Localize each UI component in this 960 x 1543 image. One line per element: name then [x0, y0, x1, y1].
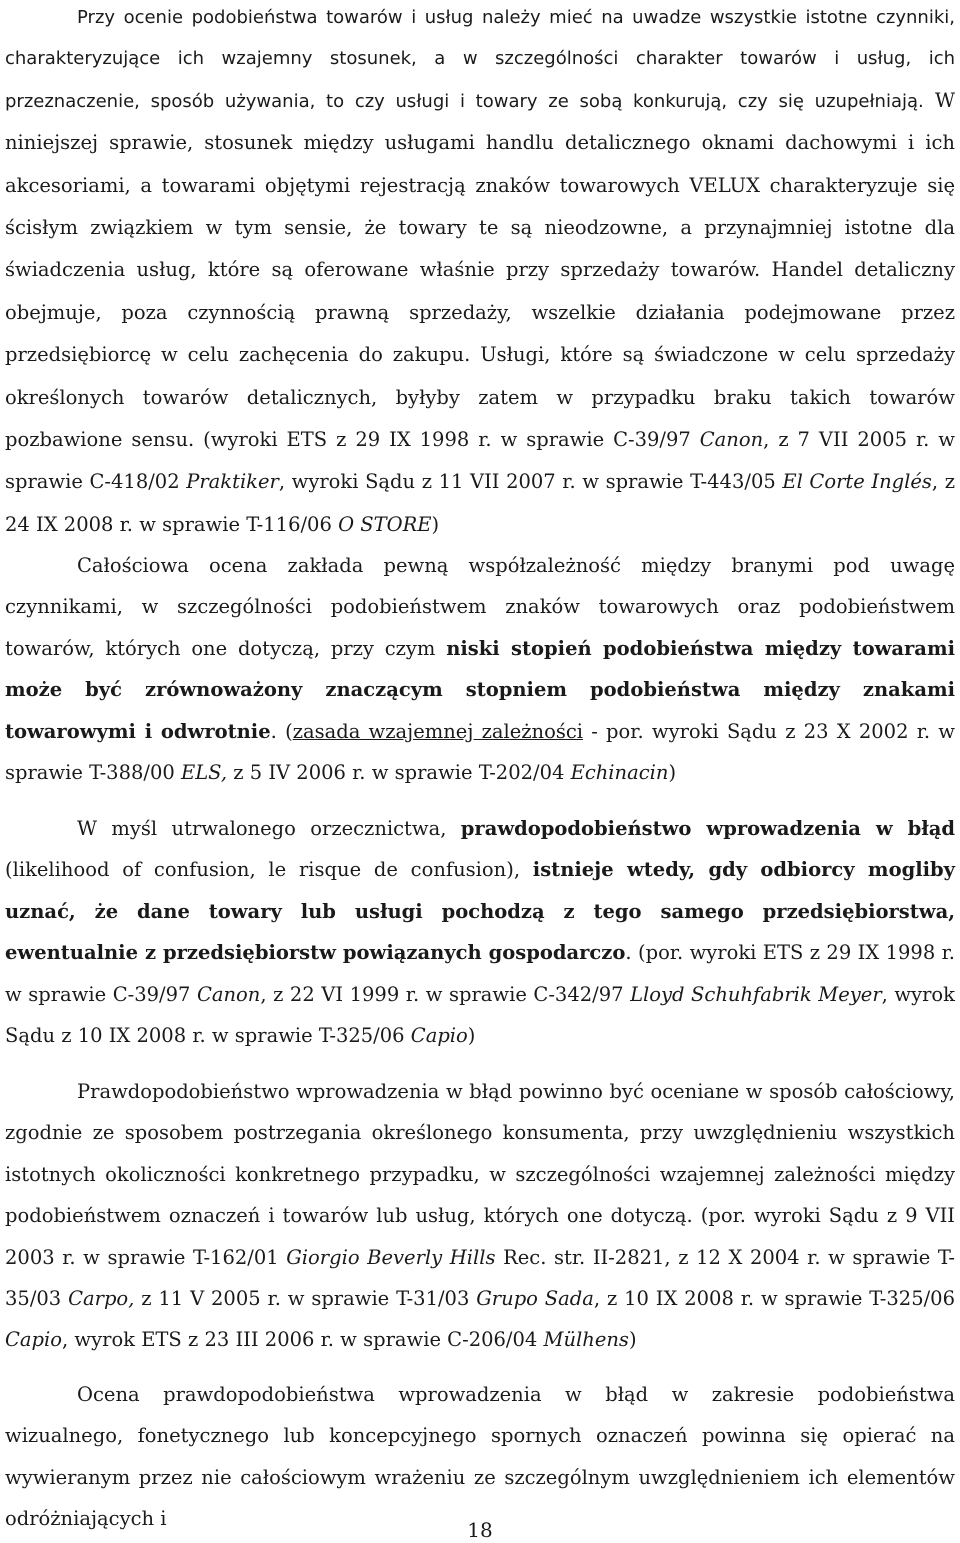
text-run: ): [668, 761, 677, 785]
text-run: Prawdopodobieństwo wprowadzenia w błąd powinno być oceniane w sposób całościowy, zgodnie ze sposobem postrzegania określonego konsumenta, przy uwzględnieniu wszystkich istotnych okoliczności konkretnego przypadku, w szczególności wzajemnej zależności między podobieństwem oznaczeń i towarów lub usług, których one dotyczą. (por. wyroki Sądu z 9 VII 2003 r. w sprawie T-162/01: [5, 1080, 955, 1269]
underlined-term: zasada wzajemnej zależności: [292, 719, 584, 743]
text-run: Ocena prawdopodobieństwa wprowadzenia w błąd w zakresie podobieństwa wizualnego, fonetycznego lub koncepcyjnego spornych oznaczeń powinna się opierać na wywieranym przez nie całościowym wrażeniu ze szczególnym uwzględnieniem ich elementów odróżniających i: [5, 1383, 955, 1531]
text-run: , z 24 IX 2008 r. w sprawie T-116/06: [5, 470, 955, 536]
case-name-italic: Carpo,: [68, 1287, 135, 1311]
case-name-italic: Praktiker: [186, 470, 279, 494]
case-name-italic: El Corte Inglés: [782, 470, 932, 494]
text-run: ): [467, 1024, 476, 1048]
paragraph-overall-assessment: [5, 545, 955, 793]
text-run: . (por. wyroki ETS z 29 IX 1998 r. w sprawie C-39/97: [5, 941, 955, 1006]
case-name-italic: Capio: [410, 1024, 468, 1048]
text-run: , wyrok ETS z 23 III 2006 r. w sprawie C-206/04: [62, 1328, 544, 1352]
text-run: Rec. str. II-2821, z 12 X 2004 r. w sprawie T-35/03: [5, 1245, 955, 1311]
case-name-italic: Grupo Sada: [476, 1287, 594, 1311]
case-name-italic: Canon: [699, 428, 764, 452]
text-run: , wyrok Sądu z 10 IX 2008 r. w sprawie T-325/06: [5, 982, 955, 1048]
text-run: - por. wyroki Sądu z 23 X 2002 r. w sprawie T-388/00: [5, 719, 956, 785]
bold-emphasis: prawdopodobieństwo wprowadzenia w błąd: [460, 817, 955, 840]
paragraph-visual-similarity: [5, 1374, 955, 1540]
text-run: . (: [270, 719, 293, 743]
text-run: z 11 V 2005 r. w sprawie T-31/03: [134, 1287, 477, 1311]
bold-emphasis: istnieje wtedy, gdy odbiorcy mogliby uznać, że dane towary lub usługi pochodzą z tego samego przedsiębiorstwa, ewentualnie z przedsiębiorstw powiązanych gospodarczo: [5, 858, 955, 965]
text-run: , z 7 VII 2005 r. w sprawie C-418/02: [5, 428, 955, 494]
case-name-italic: Giorgio Beverly Hills: [286, 1245, 496, 1269]
case-name-italic: Echinacin: [570, 761, 669, 785]
paragraph-global-assessment: [5, 1071, 955, 1361]
text-run: ): [628, 1328, 637, 1352]
text-run: (likelihood of confusion, le risque de confusion),: [5, 858, 533, 882]
text-run: z 5 IV 2006 r. w sprawie T-202/04: [227, 761, 571, 785]
case-name-italic: O STORE: [338, 512, 432, 536]
bold-emphasis: niski stopień podobieństwa między towarami może być zrównoważony znaczącym stopniem podobieństwa między znakami towarowymi i odwrotnie: [5, 636, 955, 743]
case-name-italic: Canon: [196, 982, 261, 1006]
page-number: 18: [467, 1518, 493, 1542]
text-run: W myśl utrwalonego orzecznictwa,: [77, 817, 461, 840]
text-run: Całościowa ocena zakłada pewną współzależność między branymi pod uwagę czynnikami, w szczególności podobieństwem znaków towarowych oraz podobieństwem towarów, których one dotyczą, przy czym: [5, 554, 955, 660]
text-run: , z 22 VI 1999 r. w sprawie C-342/97: [260, 982, 631, 1006]
text-run: Przy ocenie podobieństwa towarów i usług należy mieć na uwadze wszystkie istotne czynniki, charakteryzujące ich wzajemny stosunek, a w szczególności charakter towarów i usług, ich przeznaczenie, sposób używania, to czy usługi i towary ze sobą konkurują, czy się uzupełniają.: [5, 7, 955, 112]
case-name-italic: Mülhens: [543, 1328, 629, 1352]
text-run: ): [431, 512, 440, 536]
text-run: , wyroki Sądu z 11 VII 2007 r. w sprawie T-443/05: [278, 470, 783, 494]
case-name-italic: Lloyd Schuhfabrik Meyer: [630, 982, 882, 1006]
case-name-italic: Capio: [5, 1328, 63, 1352]
text-run: W niniejszej sprawie, stosunek między usługami handlu detalicznego oknami dachowymi i ich akcesoriami, a towarami objętymi rejestracją znaków towarowych VELUX charakteryzuje się ścisłym związkiem w tym sensie, że towary te są nieodzowne, a przynajmniej istotne dla świadczenia usług, które są oferowane właśnie przy sprzedaży towarów. Handel detaliczny obejmuje, poza czynnością prawną sprzedaży, wszelkie działania podejmowane przez przedsiębiorcę w celu zachęcenia do zakupu. Usługi, które są świadczone w celu sprzedaży określonych towarów detalicznych, byłyby zatem w przypadku braku takich towarów pozbawione sensu. (wyroki ETS z 29 IX 1998 r. w sprawie C-39/97: [5, 88, 955, 452]
text-run: , z 10 IX 2008 r. w sprawie T-325/06: [593, 1287, 955, 1311]
case-name-italic: ELS,: [181, 761, 228, 785]
paragraph-goods-similarity: [5, 0, 955, 546]
paragraph-likelihood-of-confusion: [5, 808, 955, 1056]
